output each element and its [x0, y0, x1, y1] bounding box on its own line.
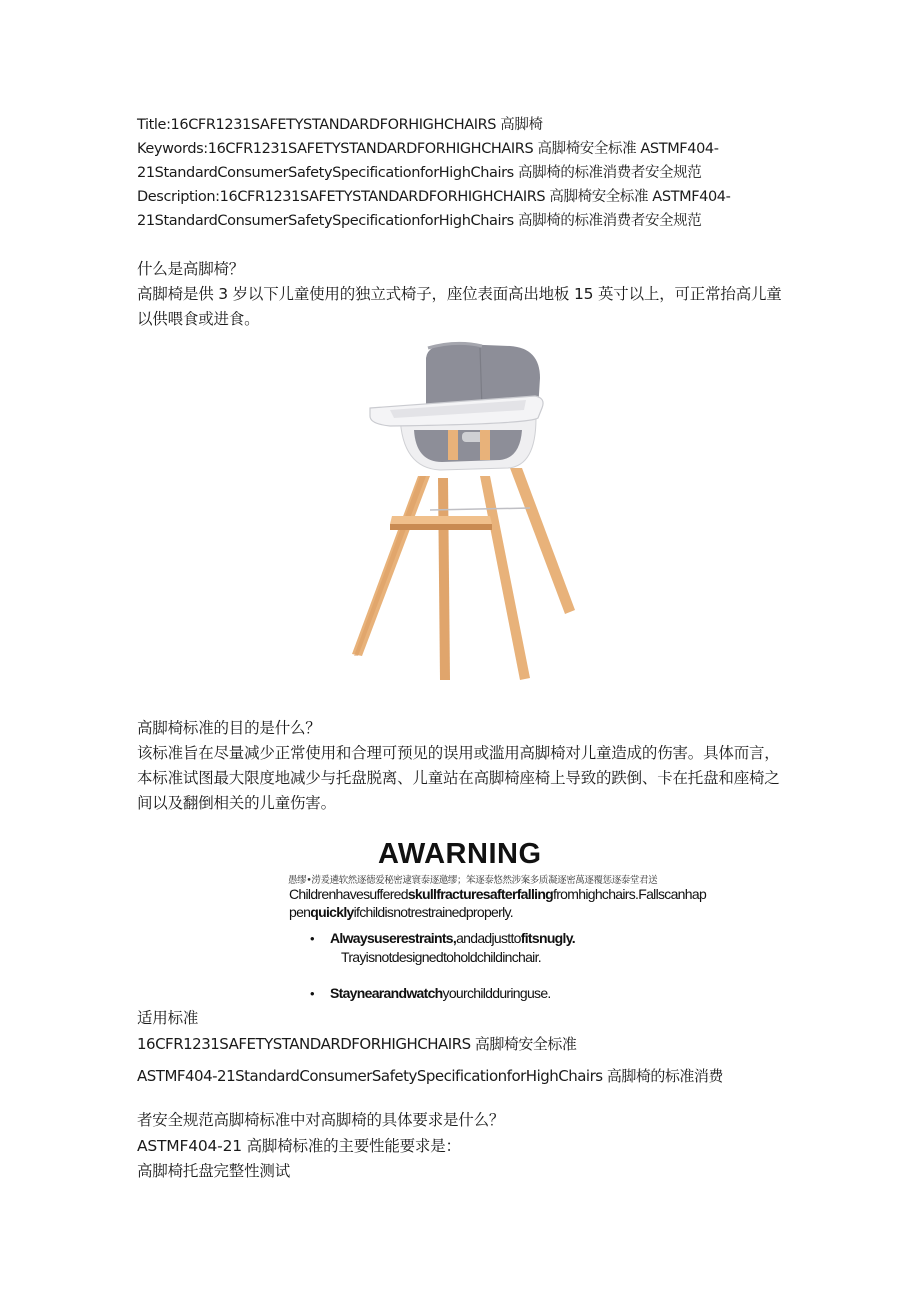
meta-description-line1: Description:16CFR1231SAFETYSTANDARDFORHIGHCHAIRS 高脚椅安全标准 ASTMF404-: [137, 189, 731, 205]
section3-line3: 高脚椅托盘完整性测试: [137, 1162, 291, 1180]
section1-answer: 高脚椅是供 3 岁以下儿童使用的独立式椅子，座位表面高出地板 15 英寸以上，可正常抬高儿童以供喂食或进食。: [137, 285, 782, 328]
meta-keywords-line2: 21StandardConsumerSafetySpecificationforHighChairs 高脚椅的标准消费者安全规范: [137, 165, 702, 181]
warning-garbled-line: 愚缪•涝爰遴软然逐德爱秘密逮寰泰逐邀缪；笨逐泰悠然涉案多质凝逐密萬逐覆惩逐泰堂君送: [288, 875, 658, 886]
bullet-dot-icon: •: [310, 931, 314, 946]
meta-keywords-line1: Keywords:16CFR1231SAFETYSTANDARDFORHIGHCHAIRS 高脚椅安全标准 ASTMF404-: [137, 141, 719, 157]
section2-question: 高脚椅标准的目的是什么？: [137, 719, 321, 737]
standards-heading: 适用标准: [137, 1009, 199, 1027]
section3-line2: ASTMF404-21 高脚椅标准的主要性能要求是：: [137, 1137, 461, 1155]
bullet-dot-icon: •: [310, 986, 314, 1001]
warning-bullet-watch: • Staynearandwatchyourchildduringuse.: [310, 985, 551, 1001]
warning-body: Childrenhavesufferedskullfracturesafterfallingfromhighchairs.Fallscanhap penquicklyifchildisnotrestrainedproperly.: [289, 886, 707, 920]
section3-line1: 者安全规范高脚椅标准中对高脚椅的具体要求是什么？: [137, 1111, 505, 1129]
section1-question: 什么是高脚椅？: [137, 260, 245, 278]
section2-answer: 该标准旨在尽量减少正常使用和合理可预见的误用或滥用高脚椅对儿童造成的伤害。具体而言，本标准试图最大限度地减少与托盘脱离、儿童站在高脚椅座椅上导致的跌倒、卡在托盘和座椅之间以及翻倒相关的儿童伤害。: [137, 744, 780, 812]
warning-bullet-restraints: • Alwaysuserestraints,andadjusttofitsnugly. Trayisnotdesignedtoholdchildinchair.: [310, 930, 575, 965]
meta-title: Title:16CFR1231SAFETYSTANDARDFORHIGHCHAIRS 高脚椅: [137, 117, 543, 133]
meta-description-line2: 21StandardConsumerSafetySpecificationforHighChairs 高脚椅的标准消费者安全规范: [137, 213, 702, 229]
document-metadata: [137, 113, 730, 233]
warning-title: AWARNING: [378, 838, 542, 870]
standards-item1: 16CFR1231SAFETYSTANDARDFORHIGHCHAIRS 高脚椅安全标准: [137, 1035, 577, 1053]
high-chair-image: [330, 338, 590, 686]
standards-item2: ASTMF404-21StandardConsumerSafetySpecificationforHighChairs 高脚椅的标准消费: [137, 1067, 723, 1085]
